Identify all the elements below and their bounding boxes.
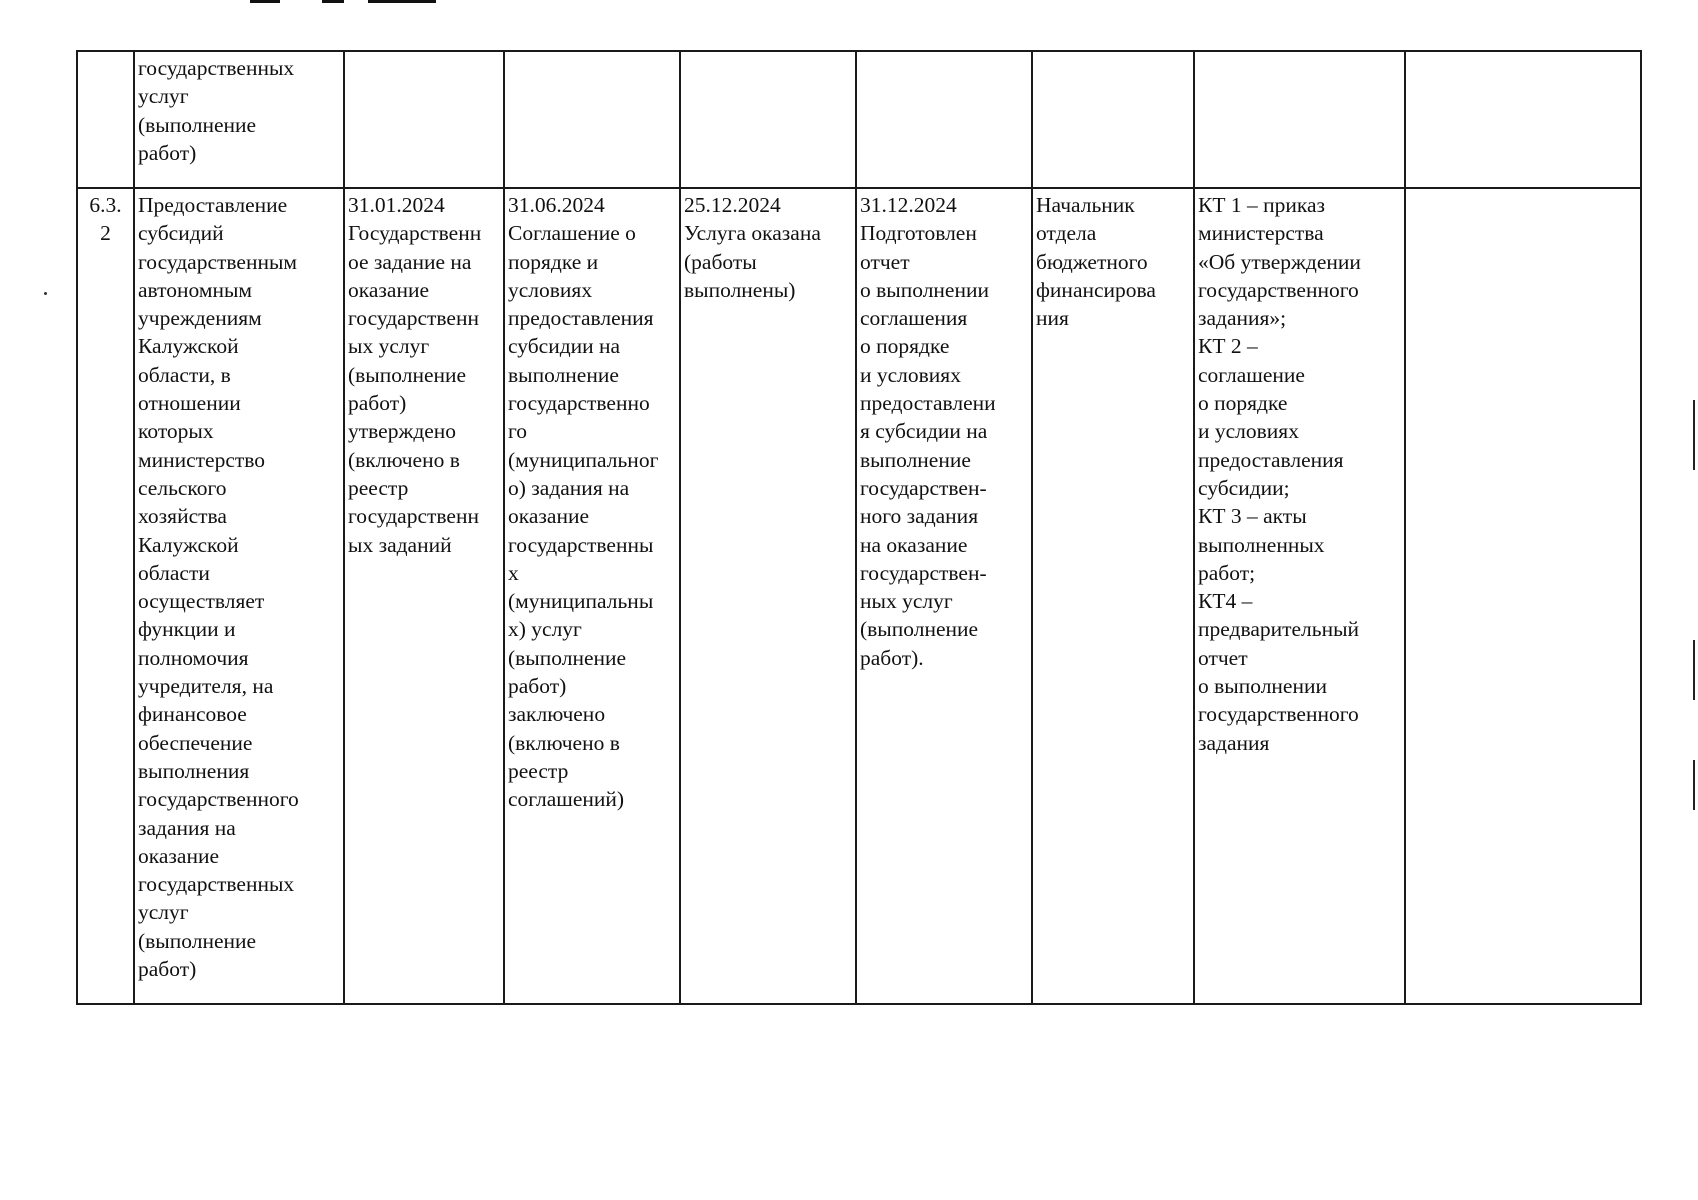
responsible-text: Начальник отдела бюджетного финансирова ния [1036, 193, 1156, 331]
scan-edge-line [1693, 400, 1695, 470]
description-text: Предоставление субсидий государственным автономным учреждениям Калужской области, в отношении которых министерство сельского хозяйства Калужской области осуществляет функции и полномочия учредителя, на финансовое обеспечение выполнения государственного задания на оказание государственных услуг (выполнение работ) [138, 193, 299, 982]
stage2-cell [504, 51, 680, 188]
row-number: 6.3. 2 [89, 193, 122, 246]
responsible-cell [1032, 188, 1194, 1004]
last-cell [1405, 188, 1641, 1004]
stage1-cell [344, 188, 504, 1004]
stage1-text: 31.01.2024 Государственн ое задание на оказание государственн ых услуг (выполнение работ) утверждено (включено в реестр государственн ых заданий [348, 193, 482, 557]
stage3-cell [680, 51, 856, 188]
stage2-cell [504, 188, 680, 1004]
table-row [77, 51, 1641, 188]
stage4-cell [856, 188, 1032, 1004]
description-cell [134, 51, 344, 188]
description-cell [134, 188, 344, 1004]
plan-table [76, 50, 1642, 1005]
stage2-text: 31.06.2024 Соглашение о порядке и условиях предоставления субсидии на выполнение государственно го (муниципальног о) задания на оказание государственны х (муниципальны х) услуг (выполнение работ) заключено (включено в реестр соглашений) [508, 193, 659, 812]
scan-dot [44, 292, 47, 295]
scan-edge-line [1693, 640, 1695, 700]
row-number-cell [77, 51, 134, 188]
last-cell [1405, 51, 1641, 188]
description-text: государственных услуг (выполнение работ) [138, 56, 295, 165]
stage4-cell [856, 51, 1032, 188]
stage3-cell [680, 188, 856, 1004]
stage3-text: 25.12.2024 Услуга оказана (работы выполнены) [684, 193, 821, 302]
control-points-cell [1194, 51, 1405, 188]
responsible-cell [1032, 51, 1194, 188]
control-points-text: КТ 1 – приказ министерства «Об утверждении государственного задания»; КТ 2 – соглашение о порядке и условиях предоставления субсидии; КТ 3 – акты выполненных работ; КТ4 – предварительный отчет о выполнении государственного задания [1198, 193, 1361, 755]
control-points-cell [1194, 188, 1405, 1004]
scan-edge-line [1693, 760, 1695, 810]
row-number-cell [77, 188, 134, 1004]
stage1-cell [344, 51, 504, 188]
table-row [77, 188, 1641, 1004]
stage4-text: 31.12.2024 Подготовлен отчет о выполнении соглашения о порядке и условиях предоставлени я субсидии на выполнение государствен- ного задания на оказание государствен- ных услуг (выполнение работ). [860, 193, 996, 670]
